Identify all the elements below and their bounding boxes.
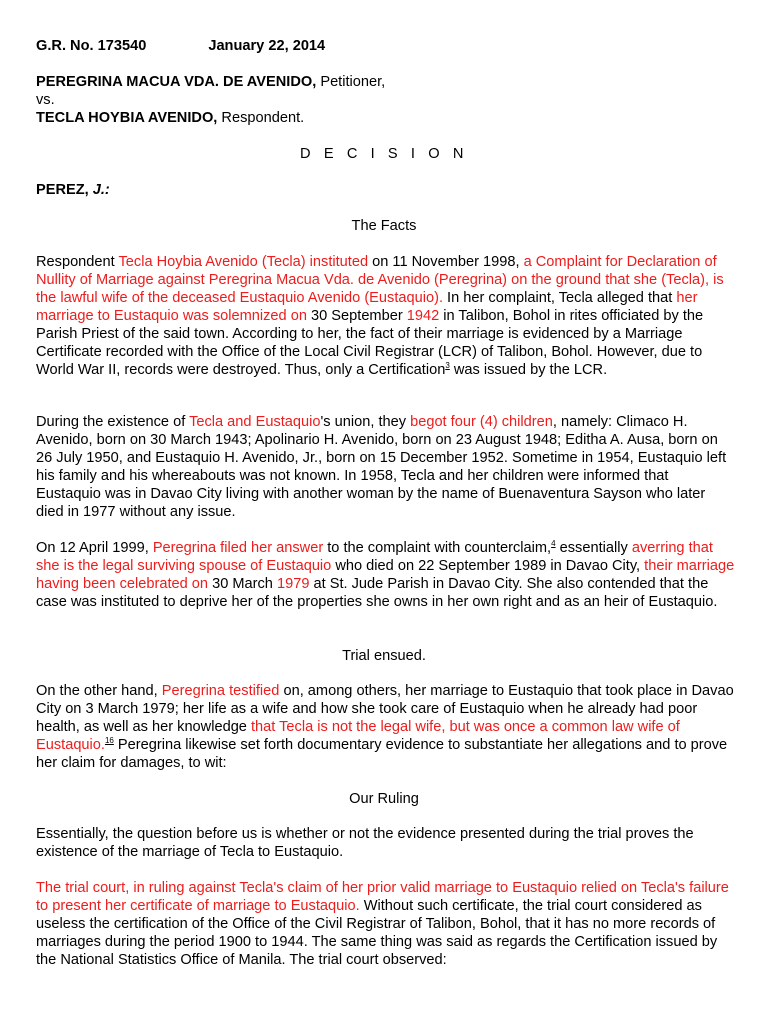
parties-block — [36, 73, 736, 127]
highlight: her marriage to Eustaquio was solemnized on — [36, 290, 698, 324]
paragraph-facts-2: During the existence of Tecla and Eustaquio's union, they begot four (4) children, namely: Climaco H. Avenido, born on 30 March 1943; Apolinario H. Avenido, born on 23 August 1948; Editha A. Ausa, born on 26 July 1950, and Eustaquio H. Avenido, Jr., born on 15 December 1952. Sometime in 1954, Eustaquio left his family and his whereabouts was not known. In 1958, Tecla and her children were informed that Eustaquio was in Davao City living with another woman by the name of Buenaventura Sayson who later died in 1977 without any issue. — [36, 414, 727, 520]
decision-title: D E C I S I O N — [300, 146, 468, 162]
respondent-role: Respondent. — [217, 110, 305, 126]
petitioner-name: PEREGRINA MACUA VDA. DE AVENIDO, — [36, 74, 317, 90]
paragraph-trial: On the other hand, Peregrina testified on, among others, her marriage to Eustaquio that took place in Davao City on 3 March 1979; her life as a wife and how she took care of Eustaquio when he already had poor health, as well as her knowledge that Tecla is not the legal wife, but was once a common law wife of Eustaquio.$^{16}$ Peregrina likewise set forth documentary evidence to substantiate her allegations and to prove her claim for damages, to wit: — [36, 683, 734, 771]
petitioner-line — [36, 73, 736, 91]
petitioner-role: Petitioner, — [316, 74, 386, 90]
highlight: that Tecla is not the legal wife, but was once a common law wife of Eustaquio. — [36, 719, 680, 753]
ponente-line — [36, 181, 736, 199]
versus-line: vs. — [36, 92, 55, 108]
highlight: Peregrina testified — [161, 683, 280, 699]
highlight: begot four (4) children — [410, 414, 553, 430]
paragraph-facts-1: Respondent Tecla Hoybia Avenido (Tecla) instituted on 11 November 1998, a Complaint for Declaration of Nullity of Marriage against Peregrina Macua Vda. de Avenido (Peregrina) on the ground that she (Tecla), is the lawful wife of the deceased Eustaquio Avenido (Eustaquio). In her complaint, Tecla alleged that her marriage to Eustaquio was solemnized on 30 September 1942 in Talibon, Bohol in rites officiated by the Parish Priest of the said town. According to her, the fact of their marriage is evidenced by a Marriage Certificate recorded with the Office of the Local Civil Registrar (LCR) of Talibon, Bohol. However, due to World War II, records were destroyed. Thus, only a Certification$^3$ was issued by the LCR. — [36, 254, 724, 378]
highlight: The trial court, in ruling against Tecla's claim of her prior valid marriage to Eustaquio relied on Tecla's failure to present her certificate of marriage to Eustaquio. — [36, 880, 729, 914]
footnote-link-4[interactable]: 4 — [551, 539, 556, 548]
highlight: Tecla Hoybia Avenido (Tecla) instituted — [118, 254, 369, 270]
gr-number: G.R. No. 173540 — [36, 38, 147, 54]
highlight: averring that she is the legal surviving spouse of Eustaquio — [36, 540, 713, 574]
highlight: their marriage having been celebrated on — [36, 558, 735, 592]
heading-the-facts: The Facts — [351, 218, 417, 234]
highlight: 1979 — [276, 576, 310, 592]
highlight: Peregrina filed her answer — [152, 540, 324, 556]
footnote-link-16[interactable]: 16 — [104, 736, 114, 745]
highlight: a Complaint for Declaration of Nullity of Marriage against Peregrina Macua Vda. de Avenido (Peregrina) on the ground that she (Tecla), is the lawful wife of the deceased Eustaquio Avenido (Eustaquio). — [36, 254, 724, 306]
paragraph-ruling-2: The trial court, in ruling against Tecla's claim of her prior valid marriage to Eustaquio relied on Tecla's failure to present her certificate of marriage to Eustaquio. Without such certificate, the trial court considered as useless the certification of the Office of the Civil Registrar of Talibon, Bohol, that it has no more records of marriages during the period 1900 to 1944. The same thing was said as regards the Certification issued by the National Statistics Office of Manila. The trial court observed: — [36, 880, 729, 968]
paragraph-facts-3: On 12 April 1999, Peregrina filed her answer to the complaint with counterclaim,$^4$ essentially averring that she is the legal surviving spouse of Eustaquio who died on 22 September 1989 in Davao City, their marriage having been celebrated on 30 March 1979 at St. Jude Parish in Davao City. She also contended that the case was instituted to deprive her of the properties she owns in her own right and as an heir of Eustaquio. — [36, 539, 735, 610]
decision-date: January 22, 2014 — [208, 38, 326, 54]
highlight: Tecla and Eustaquio — [189, 414, 321, 430]
highlight: 1942 — [406, 308, 440, 324]
respondent-line — [36, 109, 736, 127]
heading-our-ruling: Our Ruling — [349, 791, 419, 807]
ponente-title: J.: — [92, 182, 110, 198]
respondent-name: TECLA HOYBIA AVENIDO, — [36, 110, 218, 126]
case-number-line — [36, 37, 736, 55]
footnote-link-3[interactable]: 3 — [445, 361, 450, 370]
paragraph-ruling-1: Essentially, the question before us is whether or not the evidence presented during the trial proves the existence of the marriage of Tecla to Eustaquio. — [36, 826, 694, 860]
ponente-name: PEREZ, — [36, 182, 93, 198]
heading-trial-ensued: Trial ensued. — [342, 648, 426, 664]
